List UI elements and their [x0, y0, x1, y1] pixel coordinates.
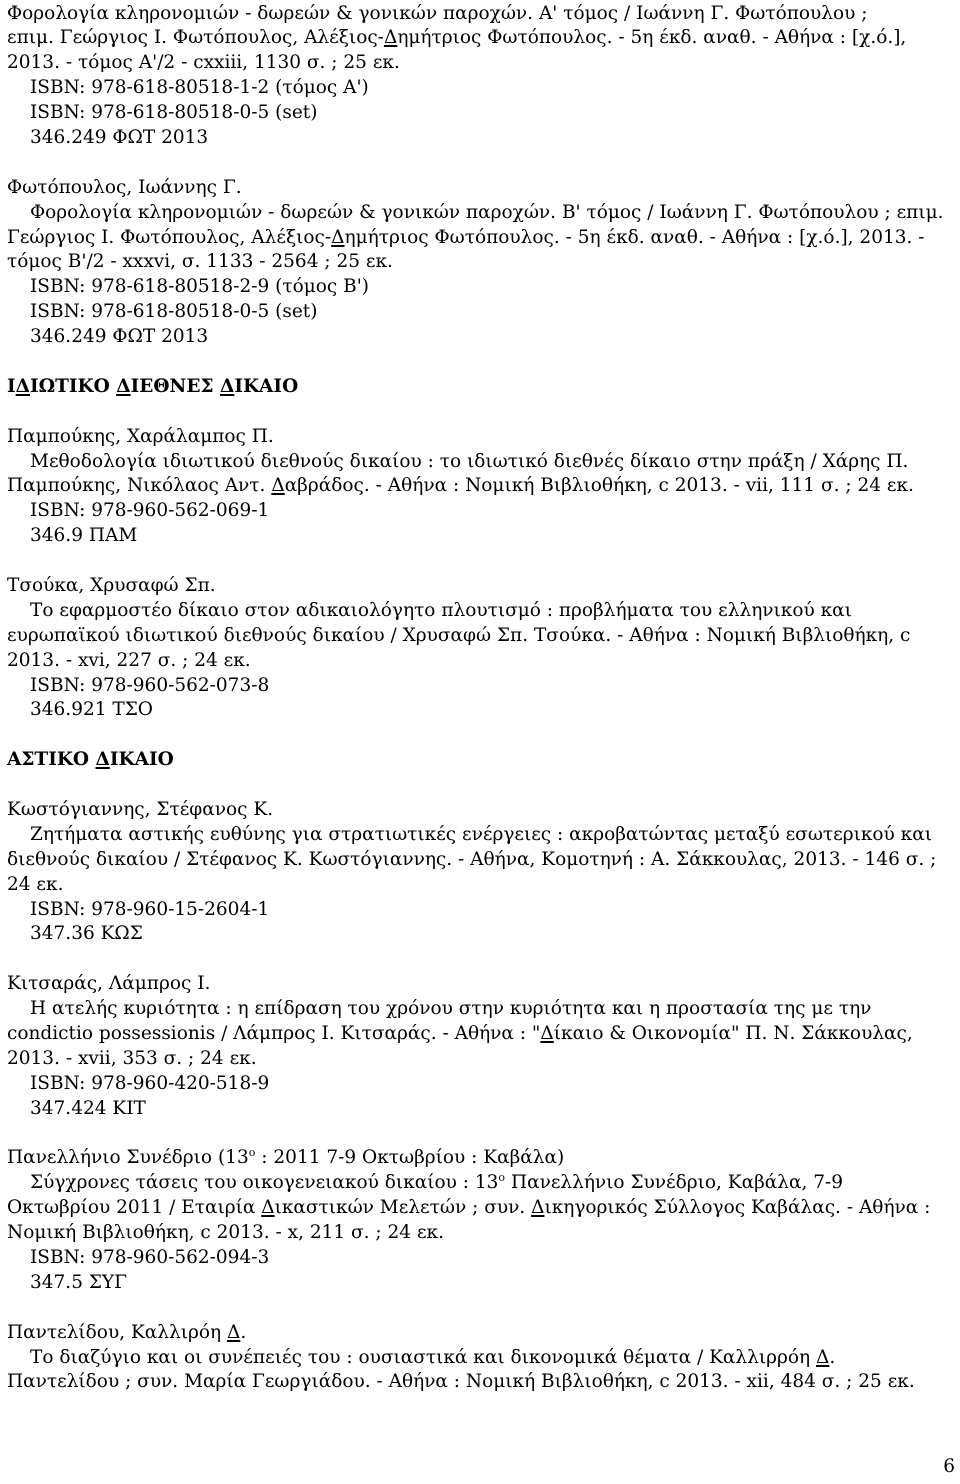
- catalog-entry: [7, 1146, 953, 1295]
- entry-author-text: Κιτσαράς, Λάμπρος Ι.: [7, 973, 211, 995]
- entry-isbn-text: ISBN: 978-618-80518-2-9 (τόμος Β'): [30, 276, 370, 298]
- entry-isbn: [7, 499, 953, 524]
- entry-title-line: [7, 1370, 953, 1395]
- entry-description-line-text: 2013. - τόμος Α'/2 - cxxiii, 1130 σ. ; 25 εκ.: [7, 52, 400, 74]
- entry-title-line: [7, 848, 953, 873]
- entry-isbn: [7, 898, 953, 923]
- entry-isbn-text: ISBN: 978-960-562-094-3: [30, 1247, 270, 1269]
- entry-isbn-text: ISBN: 978-618-80518-0-5 (set): [30, 301, 318, 323]
- entry-author: [7, 1146, 953, 1171]
- entry-title-line-text: Ζητήματα αστικής ευθύνης για στρατιωτικές ενέργειες : ακροβατώντας μεταξύ εσωτερικού και: [30, 823, 932, 845]
- entry-title-line: [7, 649, 953, 674]
- entry-isbn: [7, 1072, 953, 1097]
- entry-title-line: [7, 1221, 953, 1246]
- entry-title-line: [7, 1196, 953, 1221]
- entry-call-number-text: 347.5 ΣΥΓ: [30, 1271, 127, 1293]
- entry-isbn-text: ISBN: 978-960-562-069-1: [30, 500, 270, 522]
- entry-call-number: [7, 1271, 953, 1296]
- underlined-delta: Δ: [540, 1023, 554, 1045]
- entry-call-number-text: 346.921 ΤΣΟ: [30, 699, 153, 721]
- catalog-entry: [7, 798, 953, 947]
- entry-call-number-text: 346.249 ΦΩΤ 2013: [30, 126, 209, 148]
- entry-title-line: [7, 997, 953, 1022]
- catalog-listing: [7, 2, 953, 1396]
- entry-call-number: [7, 325, 953, 350]
- entry-call-number: [7, 1097, 953, 1122]
- entry-title-line: [7, 1171, 953, 1196]
- section-heading-line: [7, 375, 953, 400]
- entry-author: [7, 798, 953, 823]
- catalog-entry: [7, 176, 953, 350]
- entry-title-line-text: condictio possessionis / Λάμπρος Ι. Κιτσαράς. - Αθήνα : "Δίκαιο & Οικονομία" Π. Ν. Σάκκουλας,: [7, 1023, 913, 1045]
- entry-author: [7, 176, 953, 201]
- entry-call-number-text: 346.249 ΦΩΤ 2013: [30, 326, 209, 348]
- underlined-delta: Δ: [226, 1321, 241, 1343]
- entry-description-line-text: επιμ. Γεώργιος Ι. Φωτόπουλος, Αλέξιος-Δημήτριος Φωτόπουλος. - 5η έκδ. αναθ. - Αθήνα : [χ.ό.],: [7, 27, 907, 49]
- entry-title-line-text: Οκτωβρίου 2011 / Εταιρία Δικαστικών Μελετών ; συν. Δικηγορικός Σύλλογος Καβάλας. - Αθήνα :: [7, 1197, 931, 1219]
- underlined-delta: Δ: [271, 475, 285, 497]
- ordinal-superscript: ο: [248, 1146, 256, 1160]
- entry-isbn: [7, 1246, 953, 1271]
- underlined-delta: Δ: [531, 1197, 545, 1219]
- entry-title-line: [7, 1346, 953, 1371]
- section-heading-line-text: ΑΣΤΙΚΟ ΔΙΚΑΙΟ: [7, 749, 174, 771]
- entry-title-line-text: ευρωπαϊκού ιδιωτικού διεθνούς δικαίου / Χρυσαφώ Σπ. Τσούκα. - Αθήνα : Νομική Βιβλιοθήκη, c: [7, 624, 911, 646]
- entry-title-line-text: Παμπούκης, Νικόλαος Αντ. Δαβράδος. - Αθήνα : Νομική Βιβλιοθήκη, c 2013. - vii, 111 σ. ; 24 εκ.: [7, 475, 914, 497]
- entry-title-line-text: 2013. - xvi, 227 σ. ; 24 εκ.: [7, 649, 251, 671]
- entry-title-line-text: 24 εκ.: [7, 873, 64, 895]
- text-segment: : 2011 7-9 Οκτωβρίου : Καβάλα): [255, 1147, 565, 1169]
- entry-author-text: Τσούκα, Χρυσαφώ Σπ.: [7, 574, 216, 596]
- catalog-entry: [7, 425, 953, 549]
- underlined-delta: Δ: [261, 1197, 275, 1219]
- entry-title-line: [7, 599, 953, 624]
- underlined-delta: Δ: [331, 226, 345, 248]
- entry-title-line: [7, 250, 953, 275]
- section-heading-line: [7, 748, 953, 773]
- entry-call-number: [7, 126, 953, 151]
- entry-isbn-text: ISBN: 978-960-420-518-9: [30, 1072, 270, 1094]
- entry-author-text: Παντελίδου, Καλλιρόη Δ.: [7, 1321, 247, 1343]
- entry-title-line-text: τόμος Β'/2 - xxxvi, σ. 1133 - 2564 ; 25 εκ.: [7, 251, 393, 273]
- entry-author-text: Κωστόγιαννης, Στέφανος Κ.: [7, 799, 274, 820]
- entry-isbn-text: ISBN: 978-618-80518-1-2 (τόμος Α'): [30, 77, 369, 99]
- entry-title-line: [7, 1022, 953, 1047]
- entry-title-line-text: Νομική Βιβλιοθήκη, c 2013. - x, 211 σ. ; 24 εκ.: [7, 1222, 444, 1244]
- underlined-delta: Δ: [383, 27, 398, 49]
- text-segment: Πανελλήνιο Συνέδριο, Καβάλα, 7-9: [505, 1172, 844, 1194]
- underlined-delta: Δ: [95, 749, 110, 771]
- entry-isbn: [7, 76, 953, 101]
- underlined-delta: Δ: [116, 375, 131, 397]
- entry-call-number-text: 347.424 ΚΙΤ: [30, 1097, 146, 1119]
- section-heading: [7, 748, 953, 773]
- entry-title-line: [7, 624, 953, 649]
- catalog-entry: [7, 972, 953, 1121]
- entry-title-line-text: Μεθοδολογία ιδιωτικού διεθνούς δικαίου : το ιδιωτικό διεθνές δίκαιο στην πράξη / Χάρης Π.: [30, 450, 909, 472]
- entry-title-line: [7, 226, 953, 251]
- entry-author-text: Παμπούκης, Χαράλαμπος Π.: [7, 425, 274, 447]
- entry-title-line: [7, 873, 953, 898]
- section-heading-line-text: ΙΔΙΩΤΙΚΟ ΔΙΕΘΝΕΣ ΔΙΚΑΙΟ: [7, 375, 299, 397]
- entry-isbn: [7, 300, 953, 325]
- entry-call-number-text: 346.9 ΠΑΜ: [30, 525, 138, 547]
- entry-description-line-text: Φορολογία κληρονομιών - δωρεών & γονικών παροχών. Α' τόμος / Ιωάννη Γ. Φωτόπουλου ;: [7, 2, 868, 24]
- entry-description-line: [7, 51, 953, 76]
- entry-call-number: [7, 524, 953, 549]
- entry-isbn-text: ISBN: 978-618-80518-0-5 (set): [30, 102, 318, 124]
- entry-author-text: [7, 1146, 564, 1171]
- entry-title-line: [7, 1047, 953, 1072]
- entry-author-text: Φωτόπουλος, Ιωάννης Γ.: [7, 176, 242, 198]
- entry-title-line-text: Το διαζύγιο και οι συνέπειές του : ουσιαστικά και δικονομικά θέματα / Καλλιρρόη Δ.: [30, 1346, 836, 1368]
- entry-isbn: [7, 275, 953, 300]
- entry-title-line-text: Το εφαρμοστέο δίκαιο στον αδικαιολόγητο πλουτισμό : προβλήματα του ελληνικού και: [30, 599, 852, 621]
- underlined-delta: Δ: [15, 375, 31, 397]
- entry-isbn-text: ISBN: 978-960-562-073-8: [30, 674, 270, 696]
- entry-description-line: [7, 26, 953, 51]
- catalog-entry: [7, 2, 953, 151]
- entry-author: [7, 1321, 953, 1346]
- entry-title-line-text: Φορολογία κληρονομιών - δωρεών & γονικών παροχών. Β' τόμος / Ιωάννη Γ. Φωτόπουλου ; επιμ.: [30, 201, 944, 223]
- entry-title-line-text: 2013. - xvii, 353 σ. ; 24 εκ.: [7, 1047, 257, 1069]
- section-heading: [7, 375, 953, 400]
- entry-isbn: [7, 101, 953, 126]
- entry-author: [7, 972, 953, 997]
- ordinal-superscript: ο: [498, 1171, 506, 1185]
- entry-author: [7, 574, 953, 599]
- entry-call-number-text: 347.36 ΚΩΣ: [30, 923, 143, 945]
- entry-title-line-text: διεθνούς δικαίου / Στέφανος Κ. Κωστόγιαννης. - Αθήνα, Κομοτηνή : Α. Σάκκουλας, 2013. - 146 σ. ;: [7, 848, 937, 870]
- entry-title-line: [7, 823, 953, 848]
- entry-call-number: [7, 698, 953, 723]
- entry-description-line: [7, 2, 953, 27]
- catalog-entry: [7, 1321, 953, 1396]
- entry-title-line-text: Παντελίδου ; συν. Μαρία Γεωργιάδου. - Αθήνα : Νομική Βιβλιοθήκη, c 2013. - xii, 484 σ. ; 25 εκ.: [7, 1371, 915, 1393]
- catalog-entry: [7, 574, 953, 723]
- entry-title-line-text: [30, 1171, 843, 1196]
- entry-isbn: [7, 674, 953, 699]
- entry-call-number: [7, 922, 953, 947]
- entry-author: [7, 425, 953, 450]
- text-segment: Πανελλήνιο Συνέδριο (13: [7, 1147, 249, 1169]
- entry-title-line: [7, 450, 953, 475]
- entry-title-line-text: Η ατελής κυριότητα : η επίδραση του χρόνου στην κυριότητα και η προστασία της με την: [30, 998, 872, 1020]
- entry-title-line-text: Γεώργιος Ι. Φωτόπουλος, Αλέξιος-Δημήτριος Φωτόπουλος. - 5η έκδ. αναθ. - Αθήνα : [χ.ό.], 2013. -: [7, 226, 925, 248]
- entry-title-line: [7, 474, 953, 499]
- entry-isbn-text: ISBN: 978-960-15-2604-1: [30, 898, 270, 920]
- text-segment: Σύγχρονες τάσεις του οικογενειακού δικαίου : 13: [30, 1172, 499, 1194]
- page-number: 6: [943, 1456, 955, 1477]
- underlined-delta: Δ: [219, 375, 235, 397]
- entry-title-line: [7, 201, 953, 226]
- underlined-delta: Δ: [815, 1346, 830, 1368]
